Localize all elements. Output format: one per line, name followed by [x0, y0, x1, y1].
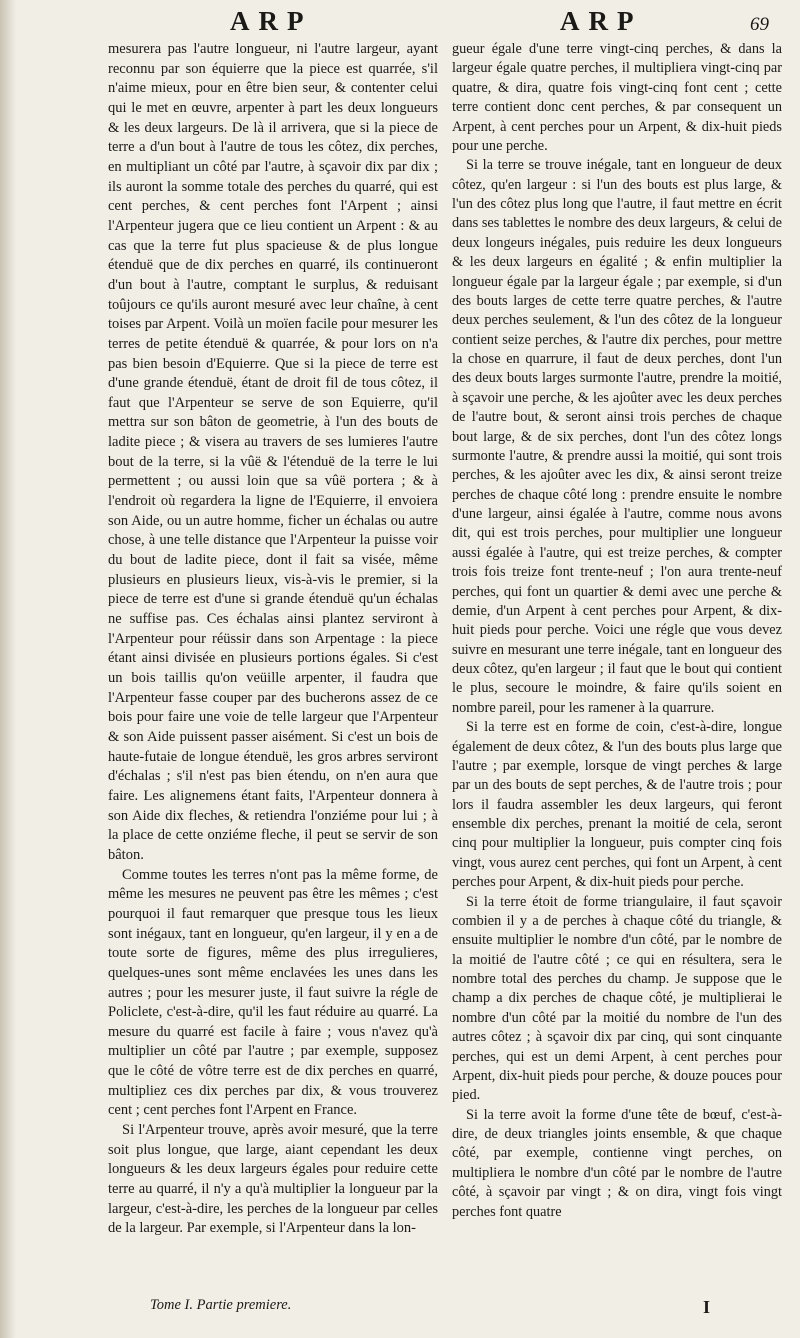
- right-paragraph-1: gueur égale d'une terre vingt-cinq perches, & dans la largeur égale quatre perches, il multipliera vingt-cinq par quatre, & dira, quatre fois vingt-cinq font cent ; cette terre contient donc cent perches, & par consequent un Arpent, à cent perches pour un Arpent, & dix-huit pieds pour une perche.: [452, 41, 782, 154]
- running-head-right: ARP: [560, 6, 643, 36]
- left-paragraph-3: Si l'Arpenteur trouve, après avoir mesuré, que la terre soit plus longue, que large, aiant cependant les deux longueurs & les deux largeurs égales pour reduire cette terre au quarré, il n'y a qu'à multiplier la longueur par la largeur, c'est-à-dire, les perches de la longueur par celles de la largeur. Par exemple, si l'Arpenteur dans la lon-: [108, 1122, 438, 1237]
- page-gutter-shadow: [0, 0, 16, 1338]
- running-head-left: ARP: [230, 6, 313, 36]
- volume-signature: Tome I. Partie premiere.: [150, 1297, 292, 1313]
- left-text-column: [108, 40, 438, 1239]
- right-paragraph-3: Si la terre est en forme de coin, c'est-à-dire, longue également de deux côtez, & l'un des bouts plus large que l'autre ; par exemple, lorsque de vingt perches & large par un des bouts de sept perches, & de l'autre trois ; pour lors il faudra assembler les deux largeurs, qui feront ensemble dix perches, prenant la moitié de cela, seront cinq pour multiplier la longueur, puis compter cinq fois vingt, vous aurez cent perches, qui font un Arpent, à cent perches pour Arpent, & dix-huit pieds pour perche.: [452, 719, 782, 891]
- right-text-column: [452, 40, 782, 1222]
- left-paragraph-2: Comme toutes les terres n'ont pas la même forme, de même les mesures ne peuvent pas être les mêmes ; c'est pourquoi il faut remarquer que presque tous les lieux sont inégaux, tant en longueur, qu'en largeur, il y en a de toute sorte de figures, même des plus irregulieres, quelques-unes sont même enclavées les unes dans les autres ; pour les mesurer juste, il faut suivre la régle de Policlete, c'est-à-dire, qu'il les faut réduire au quarré. La mesure du quarré est facile à faire ; vous n'avez qu'à multiplier un côté par l'autre ; par exemple, supposez que le côté de vôtre terre est de dix perches en quarré, multipliez ces dix perches par dix, & vous trouverez cent ; cent perches font l'Arpent en France.: [108, 866, 438, 1119]
- signature-mark: I: [703, 1297, 711, 1317]
- right-paragraph-5: Si la terre avoit la forme d'une tête de bœuf, c'est-à-dire, de deux triangles joints ensemble, & que chaque côté, par exemple, contienne vingt perches, on multipliera le nombre d'un côté par le nombre de l'autre côté, à sçavoir par vingt ; & on dira, vingt fois vingt perches font quatre: [452, 1106, 782, 1220]
- page-number: 69: [750, 14, 769, 35]
- right-paragraph-2: Si la terre se trouve inégale, tant en longueur de deux côtez, qu'en largeur : si l'un des bouts est plus large, & l'un des côtez plus long que l'autre, il faut mettre en écrit dans ses tablettes le nombre des deux largeurs, & celui de deux longeurs inégales, puis reduire les deux longueurs & les deux largeurs en égalité ; & enfin multiplier la longueur égale par la largeur égale ; par exemple, si d'un des bouts larges de cette terre quatre perches, & l'autre deux perches seulement, & l'un des côtez de la longueur contient seize perches, & l'autre dix perches, pour mettre la chose en quarrure, il faut de deux perches, dont l'un des deux bouts larges surmonte l'autre, prendre la moitié, à sçavoir une perche, & les ajoûter avec les deux perches de l'autre bout, & seront ainsi trois perches de chaque bout large, & de six perches, dont l'un des côtez longs surmonte l'autre, & prendre aussi la moitié, qui sont trois perches, & les ajoûter avec les dix, & ainsi seront treize perches de chaque côté long : prendre ensuite le nombre d'une largeur, ainsi égalée à l'autre, comme nous avons dit, qui est trois perches, pour multiplier une longueur aussi égalée à l'autre, qui est treize perches, & compter trois fois treize font trente-neuf ; l'on aura trente-neuf perches, qui font un quartier & demi avec une perche & demie, d'un Arpent à cent perches pour Arpent, & dix-huit pieds pour perche. Voici une régle que vous devez suivre en mesurant une terre inégale, tant en longueur des deux côtez, qu'en largeur ; il faut que le bout qui contient le plus, secoure le moindre, & faire qu'ils soient en nombre pareil, pour les ramener à la quarrure.: [452, 157, 782, 716]
- right-paragraph-4: Si la terre étoit de forme triangulaire, il faut sçavoir combien il y a de perches à chaque côté du triangle, & ensuite multiplier le nombre d'un côté, par le nombre de la moitié de l'autre côté ; ce qui en résultera, sera le nombre total des perches du champ. Je suppose que le champ a dix perches de chaque côté, je multiplierai le nombre d'un côté par la moitié du nombre de l'un des autres côtez ; à sçavoir dix par cinq, qui sont cinquante perches, qui est un demi Arpent, à cent perches pour Arpent, dix-huit pieds pour perche, & douze pouces pour pied.: [452, 893, 782, 1104]
- left-paragraph-1: mesurera pas l'autre longueur, ni l'autre largeur, ayant reconnu par son équierre que la piece est quarrée, s'il n'aime mieux, pour en être bien seur, & contenter celui qui le met en œuvre, arpenter à part les deux longueurs & les deux largeurs. De là il arrivera, que si la piece de terre a d'un bout à l'autre de tous les côtez, dix perches, en multipliant un côté par l'autre, à sçavoir dix par dix ; ils auront la somme totale des perches du quarré, qui est cent perches, & cent perches font l'Arpent ; ainsi l'Arpenteur jugera que ce lieu contient un Arpent : & au cas que la terre fut plus spacieuse & de plus longue étenduë que de dix perches en quarré, ils continueront d'un bout à l'autre, comptant le surplus, & reduisant toûjours ce qu'ils auront mesuré avec leur chaîne, à cent toises par Arpent. Voilà un moïen facile pour mesurer les terres de petite étenduë & quarrée, & pour lors on n'a pas bien besoin d'Equierre. Que si la piece de terre est d'une grande étenduë, étant de droit fil de tous côtez, il faut que l'Arpenteur se serve de son Equierre, qu'il mettra sur son bâton de geometrie, à l'un des bouts de ladite piece ; & visera au travers de ses lumieres l'autre bout de la terre, si la vûë & l'étenduë de la terre le lui permettent ; ou aussi loin que sa vûë portera ; & à l'endroit où regardera la ligne de l'Equierre, il envoiera son Aide, ou un autre homme, ficher un échalas ou autre chose, à une telle distance que l'Arpenteur la puisse voir du bout de ladite piece, dont il fait sa visée, même plusieurs en plusieurs lieux, vis-à-vis le premier, si la piece de terre est d'une si grande étenduë qu'un échalas ne suffise pas. Ces échalas ainsi plantez serviront à l'Arpenteur pour réüssir dans son Arpentage : la piece étant ainsi divisée en plusieurs portions égales. Si c'est un bois taillis qu'on veüille arpenter, il faudra que l'Arpenteur fasse couper par des bucherons assez de ce bois pour faire une voie de telle largeur que l'Arpenteur & son Aide puissent passer aisément. Si c'est un bois de haute-futaie de longue étenduë, les gros arbres serviront d'échalas ; s'il n'est pas bien étendu, on n'en aura que faire. Les alignemens étant faits, l'Arpenteur donnera à son Aide dix fleches, & retiendra l'onziéme pour lui ; à la place de cette onziéme fleche, il peut se servir de son bâton.: [108, 41, 438, 863]
